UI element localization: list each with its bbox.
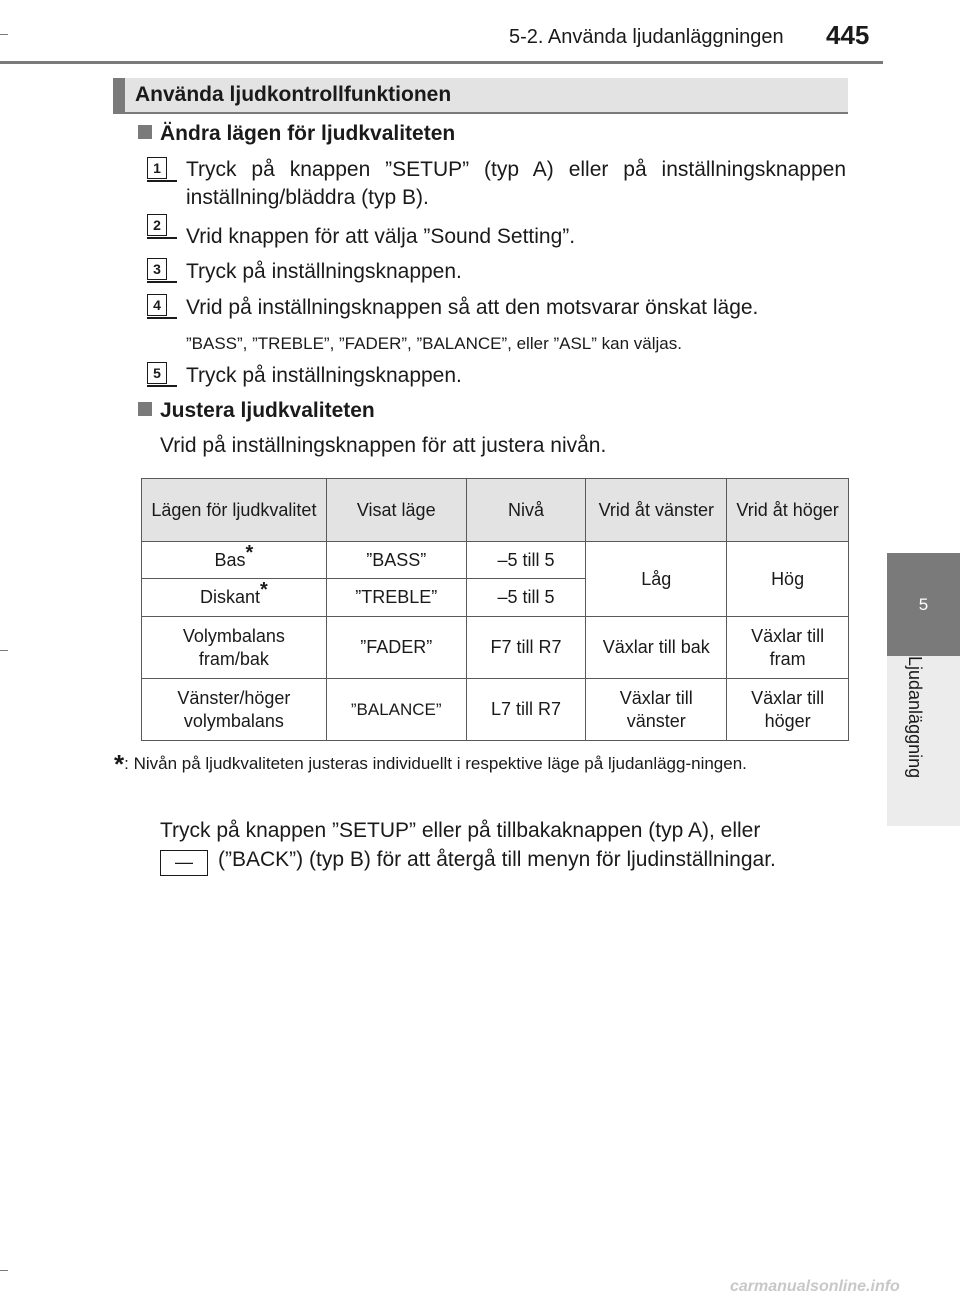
back-instruction-line1: Tryck på knappen ”SETUP” eller på tillbakaknappen (typ A), eller (160, 819, 761, 842)
step-number-box: 1 (147, 157, 167, 179)
cell-display: ”BALANCE” (326, 679, 466, 741)
step-underline (147, 281, 177, 283)
subheading-text: Justera ljudkvaliteten (160, 399, 375, 422)
col-header-display: Visat läge (326, 479, 466, 542)
step-text: Tryck på inställningsknappen. (186, 260, 462, 283)
section-breadcrumb: 5-2. Använda ljudanläggningen (509, 26, 784, 48)
step-underline (147, 385, 177, 387)
cell-display: ”BASS” (326, 542, 466, 579)
subheading-adjust-quality (138, 399, 375, 423)
step-underline (147, 180, 177, 182)
chapter-tab (887, 553, 960, 656)
mode-text: Bas (214, 549, 246, 570)
step-number-box: 3 (147, 258, 167, 280)
footnote-asterisk: * (114, 749, 125, 779)
cell-turn-right: Hög (727, 542, 849, 617)
cell-level: F7 till R7 (466, 617, 586, 679)
crop-mark (0, 34, 8, 35)
section-title-bar (113, 78, 848, 114)
cell-mode: Vänster/höger volymbalans (142, 679, 327, 741)
mode-options-note: ”BASS”, ”TREBLE”, ”FADER”, ”BALANCE”, eller ”ASL” kan väljas. (186, 334, 682, 353)
step-text: Tryck på knappen ”SETUP” (typ A) eller på inställningsknappen inställning/bläddra (typ B). (186, 158, 846, 209)
cell-turn-right: Växlar till fram (727, 617, 849, 679)
mode-text: Diskant (199, 587, 261, 607)
footnote-marker: * (245, 541, 254, 564)
footnote-marker: * (260, 579, 268, 601)
section-title: Använda ljudkontrollfunktionen (135, 83, 452, 106)
watermark: carmanualsonline.info (730, 1278, 900, 1295)
square-bullet-icon (138, 402, 152, 416)
subheading-sound-modes (138, 122, 455, 146)
col-header-turn-left: Vrid åt vänster (586, 479, 727, 542)
step-underline (147, 237, 177, 239)
crop-mark (0, 1270, 8, 1271)
title-accent (113, 78, 125, 112)
cell-mode (142, 542, 327, 579)
cell-level: –5 till 5 (466, 542, 586, 579)
cell-turn-left: Låg (586, 542, 727, 617)
back-button-icon: — (160, 850, 208, 876)
cell-turn-left: Växlar till bak (586, 617, 727, 679)
adjust-instruction: Vrid på inställningsknappen för att justera nivån. (160, 434, 607, 457)
cell-turn-left: Växlar till vänster (586, 679, 727, 741)
footnote (114, 749, 850, 779)
col-header-turn-right: Vrid åt höger (727, 479, 849, 542)
step-number-box: 4 (147, 294, 167, 316)
step-text: Tryck på inställningsknappen. (186, 364, 462, 387)
step-number-box: 5 (147, 362, 167, 384)
crop-mark (0, 650, 8, 651)
cell-level: –5 till 5 (466, 579, 586, 617)
step-text: Vrid på inställningsknappen så att den motsvarar önskat läge. (186, 296, 759, 319)
table-row (142, 542, 849, 579)
chapter-number: 5 (918, 595, 929, 614)
page-number: 445 (826, 20, 870, 50)
chapter-label: Ljudanläggning (905, 656, 925, 779)
table-header-row (142, 479, 849, 542)
table-row (142, 679, 849, 741)
step-text: Vrid knappen för att välja ”Sound Setting”. (186, 225, 576, 248)
col-header-level: Nivå (466, 479, 586, 542)
subheading-text: Ändra lägen för ljudkvaliteten (160, 122, 456, 145)
table-row (142, 617, 849, 679)
sound-quality-table (141, 478, 849, 741)
cell-mode: Volymbalans fram/bak (142, 617, 327, 679)
col-header-mode: Lägen för ljudkvalitet (142, 479, 327, 542)
back-instruction-line2: (”BACK”) (typ B) för att återgå till menyn för ljudinställningar. (218, 848, 776, 871)
cell-mode (142, 579, 327, 617)
step-number-box: 2 (147, 214, 167, 236)
cell-level: L7 till R7 (466, 679, 586, 741)
footnote-text: : Nivån på ljudkvaliteten justeras individuellt i respektive läge på ljudanlägg-ningen. (124, 754, 747, 773)
square-bullet-icon (138, 125, 152, 139)
cell-turn-right: Växlar till höger (727, 679, 849, 741)
header-rule (0, 61, 883, 64)
step-underline (147, 317, 177, 319)
cell-display: ”FADER” (326, 617, 466, 679)
cell-display: ”TREBLE” (326, 579, 466, 617)
